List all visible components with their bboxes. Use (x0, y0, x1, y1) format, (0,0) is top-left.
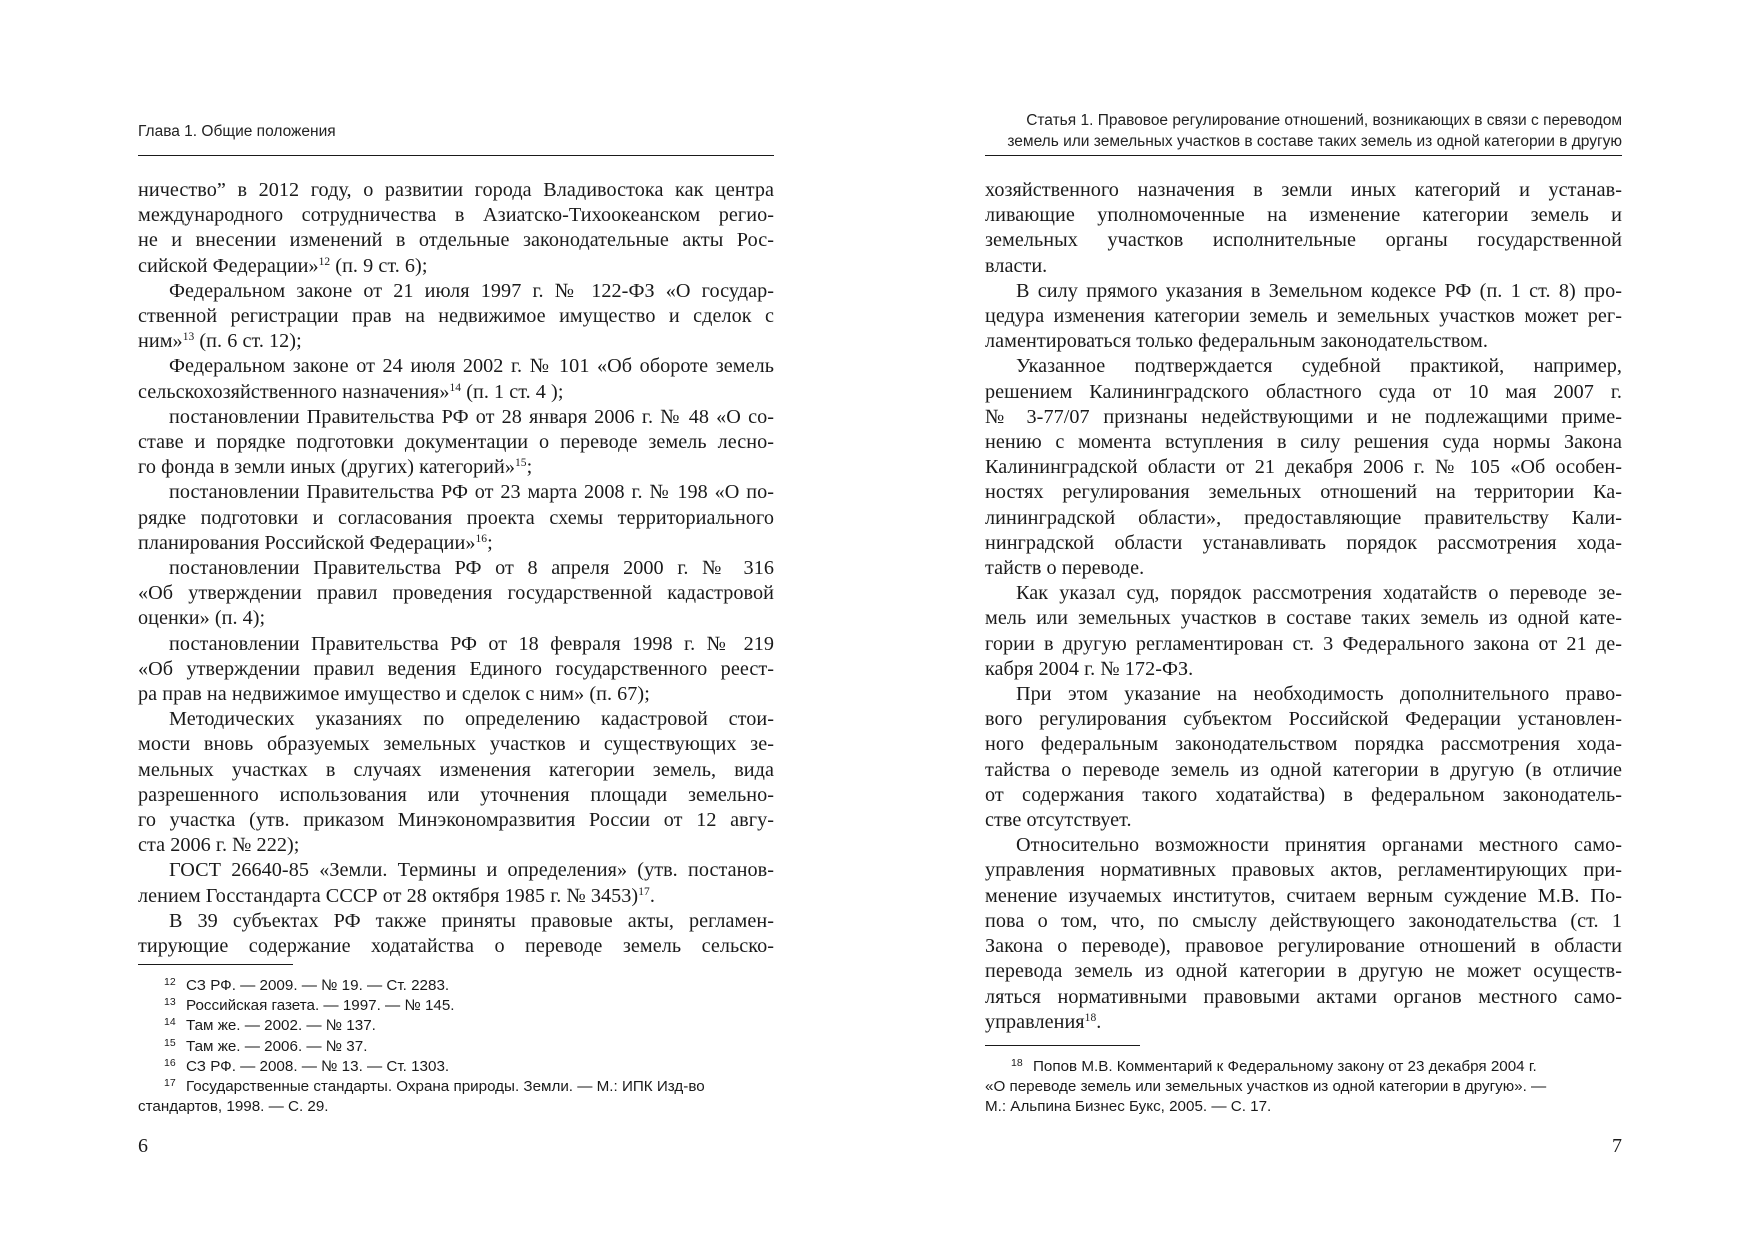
left-footnotes (138, 976, 774, 1117)
text-line: от содержания такого ходатайства) в федеральном законодатель- (985, 783, 1622, 806)
footnote-ref-14: 14 (449, 381, 462, 394)
right-body-text (985, 178, 1622, 1035)
text-line: Закона о переводе), правовое регулирование отношений в области (985, 935, 1622, 958)
text-line: Как указал суд, порядок рассмотрения ходатайств о переводе зе- (1016, 582, 1622, 605)
text-line: перевода земель из одной категории в другую не может осуществ- (985, 960, 1622, 983)
footnote-ref-15: 15 (515, 457, 527, 470)
footnote-16: 16 СЗ РФ. — 2008. — № 13. — Ст. 1303. (164, 1056, 450, 1075)
footnote-ref-17: 17 (638, 885, 650, 898)
footnote-17-continued: стандартов, 1998. — С. 29. (138, 1098, 329, 1116)
text-line (985, 1010, 1622, 1035)
text-line: № 3-77/07 признаны недействующими и не подлежащими приме- (985, 405, 1622, 428)
footnote-13: 13 Российская газета. — 1997. — № 145. (164, 996, 455, 1015)
text-line: го участка (утв. приказом Минэкономразвития России от 12 авгу- (138, 809, 774, 832)
text-line: тайств о переводе. (985, 557, 1145, 580)
text-line: власти. (985, 254, 1048, 277)
text-line: международного сотрудничества в Азиатско-Тихоокеанском регио- (138, 204, 774, 227)
text-line: земельных участков исполнительные органы государственной (985, 229, 1622, 252)
footnote-text: Там же. — 2006. — № 37. (186, 1037, 368, 1055)
text-line: ра прав на недвижимое имущество и сделок с ним» (п. 67); (138, 683, 650, 706)
text-line: гории в другую регламентирован ст. 3 Федерального закона от 21 де- (985, 632, 1622, 655)
text-line: тирующие содержание ходатайства о переводе земель сельско- (138, 935, 774, 958)
text-line: ста 2006 г. № 222); (138, 834, 300, 857)
left-body-text (138, 178, 774, 959)
text-line: оценки» (п. 4); (138, 607, 266, 630)
footnote-15: 15 Там же. — 2006. — № 37. (164, 1036, 368, 1055)
right-page (985, 0, 1622, 1241)
page-number: 6 (138, 1135, 148, 1157)
text-fragment: (п. 9 ст. 6); (330, 254, 428, 277)
text-line: Федеральном законе от 21 июля 1997 г. № 122-ФЗ «О государ- (169, 279, 774, 302)
footnote-18-line-2: «О переводе земель или земельных участков из одной категории в другую». — (985, 1078, 1547, 1096)
footnote-ref-16: 16 (475, 532, 488, 545)
footnote-text: Попов М.В. Комментарий к Федеральному закону от 23 декабря 2004 г. (1033, 1058, 1537, 1075)
footnote-divider (985, 1045, 1140, 1046)
text-line: постановлении Правительства РФ от 23 марта 2008 г. № 198 «О по- (169, 481, 774, 504)
text-line: «Об утверждении правил ведения Единого государственного реест- (138, 657, 774, 680)
text-fragment: го фонда в земли иных (других) категорий» (138, 456, 515, 479)
text-line: ставе и порядке подготовки документации о переводе земель лесно- (138, 431, 774, 454)
text-line: ламентироваться только федеральным законодательством. (985, 330, 1488, 353)
footnote-ref-12: 12 (318, 255, 331, 268)
text-line: Указанное подтверждается судебной практикой, например, (1016, 355, 1622, 378)
chapter-title: Глава 1. Общие положения (138, 123, 336, 140)
text-fragment: (п. 6 ст. 12); (194, 330, 302, 353)
text-line: Относительно возможности принятия органами местного само- (1016, 834, 1622, 857)
text-fragment: сельскохозяйственного назначения» (138, 380, 450, 403)
footnote-text: Там же. — 2002. — № 137. (186, 1017, 376, 1035)
text-fragment: планирования Российской Федерации» (138, 531, 476, 554)
footnote-text: СЗ РФ. — 2009. — № 19. — Ст. 2283. (186, 977, 450, 994)
text-line: кабря 2004 г. № 172-ФЗ. (985, 657, 1194, 680)
text-fragment: сийской Федерации» (138, 254, 319, 277)
text-line: нинградской области устанавливать порядок рассмотрения хода- (985, 531, 1622, 554)
left-page (138, 0, 774, 1241)
text-line (138, 254, 774, 279)
footnote-14: 14 Там же. — 2002. — № 137. (164, 1016, 376, 1035)
footnote-ref-18: 18 (1084, 1011, 1097, 1024)
footnote-text: Государственные стандарты. Охрана природы. Земли. — М.: ИПК Изд-во (186, 1078, 705, 1096)
text-line: ливающие уполномоченные на изменение категории земель и (985, 204, 1622, 227)
text-line: постановлении Правительства РФ от 8 апреля 2000 г. № 316 (169, 557, 774, 580)
text-line (138, 380, 774, 405)
text-line: не и внесении изменений в отдельные законодательные акты Рос- (138, 229, 774, 252)
text-line: ностях регулирования земельных отношений на территории Ка- (985, 481, 1622, 504)
text-line: менение изучаемых институтов, считаем верным суждение М.В. По- (985, 884, 1622, 907)
text-fragment: лением Госстандарта СССР от 28 октября 1985 г. № 3453) (138, 884, 639, 907)
text-line: мости вновь образуемых земельных участков и существующих зе- (138, 733, 774, 756)
article-title-line-1: Статья 1. Правовое регулирование отношений, возникающих в связи с переводом (1026, 112, 1622, 129)
text-line: Калининградской области от 21 декабря 2006 г. № 105 «Об особен- (985, 456, 1622, 479)
footnote-text: СЗ РФ. — 2008. — № 13. — Ст. 1303. (186, 1057, 450, 1075)
text-line (138, 329, 774, 354)
text-line: вого регулирования субъектом Российской Федерации установлен- (985, 708, 1622, 731)
text-fragment: . (649, 884, 655, 907)
text-fragment: ; (487, 531, 493, 554)
text-line: тайства о переводе земель из одной категории в другую (в отличие (985, 758, 1622, 781)
text-line: ничество” в 2012 году, о развитии города Владивостока как центра (138, 179, 774, 201)
text-line: постановлении Правительства РФ от 28 января 2006 г. № 48 «О со- (169, 405, 774, 428)
footnote-text: Российская газета. — 1997. — № 145. (186, 997, 455, 1015)
text-fragment: ; (526, 456, 533, 479)
text-line: При этом указание на необходимость дополнительного право- (1016, 683, 1622, 706)
text-line: нению с момента вступления в силу решения суда нормы Закона (985, 431, 1622, 454)
text-line: лининградской области», предоставляющие правительству Кали- (985, 506, 1622, 529)
text-line: постановлении Правительства РФ от 18 февраля 1998 г. № 219 (169, 632, 774, 655)
text-line: «Об утверждении правил проведения государственной кадастровой (138, 582, 774, 605)
text-line: ГОСТ 26640-85 «Земли. Термины и определения» (утв. постанов- (169, 859, 774, 882)
text-line: ляться нормативными правовыми актами органов местного само- (985, 985, 1622, 1008)
page-number: 7 (1612, 1135, 1622, 1157)
footnote-divider (138, 964, 293, 965)
text-line (138, 531, 774, 556)
text-line: хозяйственного назначения в земли иных категорий и устанав- (985, 179, 1622, 201)
text-line: решением Калининградского областного суда от 10 мая 2007 г. (985, 380, 1622, 403)
text-line: управления нормативных правовых актов, регламентирующих при- (985, 859, 1622, 882)
text-line: разрешенного использования или уточнения площади земельно- (138, 783, 774, 806)
text-line: пова о том, что, по смыслу действующего законодательства (ст. 1 (985, 909, 1622, 932)
text-line: стве отсутствует. (985, 809, 1132, 832)
text-fragment: (п. 1 ст. 4 ); (461, 380, 564, 403)
text-line: рядке подготовки и согласования проекта схемы территориального (138, 506, 774, 529)
text-line: ного федеральным законодательством порядка рассмотрения хода- (985, 733, 1622, 756)
right-running-head (985, 110, 1622, 156)
article-title-line-2: земель или земельных участков в составе таких земель из одной категории в другую (1007, 133, 1622, 150)
footnote-ref-13: 13 (182, 331, 195, 344)
text-line: Федеральном законе от 24 июля 2002 г. № 101 «Об обороте земель (169, 355, 774, 378)
text-fragment: управления (985, 1010, 1085, 1033)
left-running-head (138, 121, 774, 156)
text-line (138, 884, 774, 909)
footnote-18-line-3: М.: Альпина Бизнес Букс, 2005. — С. 17. (985, 1098, 1272, 1116)
text-line: В 39 субъектах РФ также приняты правовые акты, регламен- (169, 909, 774, 932)
footnote-18: 18 Попов М.В. Комментарий к Федеральному закону от 23 декабря 2004 г. (1011, 1057, 1537, 1075)
right-footnotes (985, 1057, 1622, 1118)
text-fragment: . (1096, 1010, 1102, 1033)
text-line: Методических указаниях по определению кадастровой стои- (169, 708, 774, 731)
text-line: мельных участках в случаях изменения категории земель, вида (138, 758, 774, 781)
text-line: ственной регистрации прав на недвижимое имущество и сделок с (138, 305, 774, 328)
footnote-12: 12 СЗ РФ. — 2009. — № 19. — Ст. 2283. (164, 976, 450, 994)
text-line: мель или земельных участков в составе таких земель из одной кате- (985, 607, 1622, 630)
text-line (138, 455, 774, 480)
text-line: цедура изменения категории земель и земельных участков может рег- (985, 305, 1622, 328)
footnote-17: 17 Государственные стандарты. Охрана природы. Земли. — М.: ИПК Изд-во (164, 1077, 705, 1096)
text-line: В силу прямого указания в Земельном кодексе РФ (п. 1 ст. 8) про- (1016, 279, 1622, 302)
text-fragment: ним» (138, 330, 183, 353)
